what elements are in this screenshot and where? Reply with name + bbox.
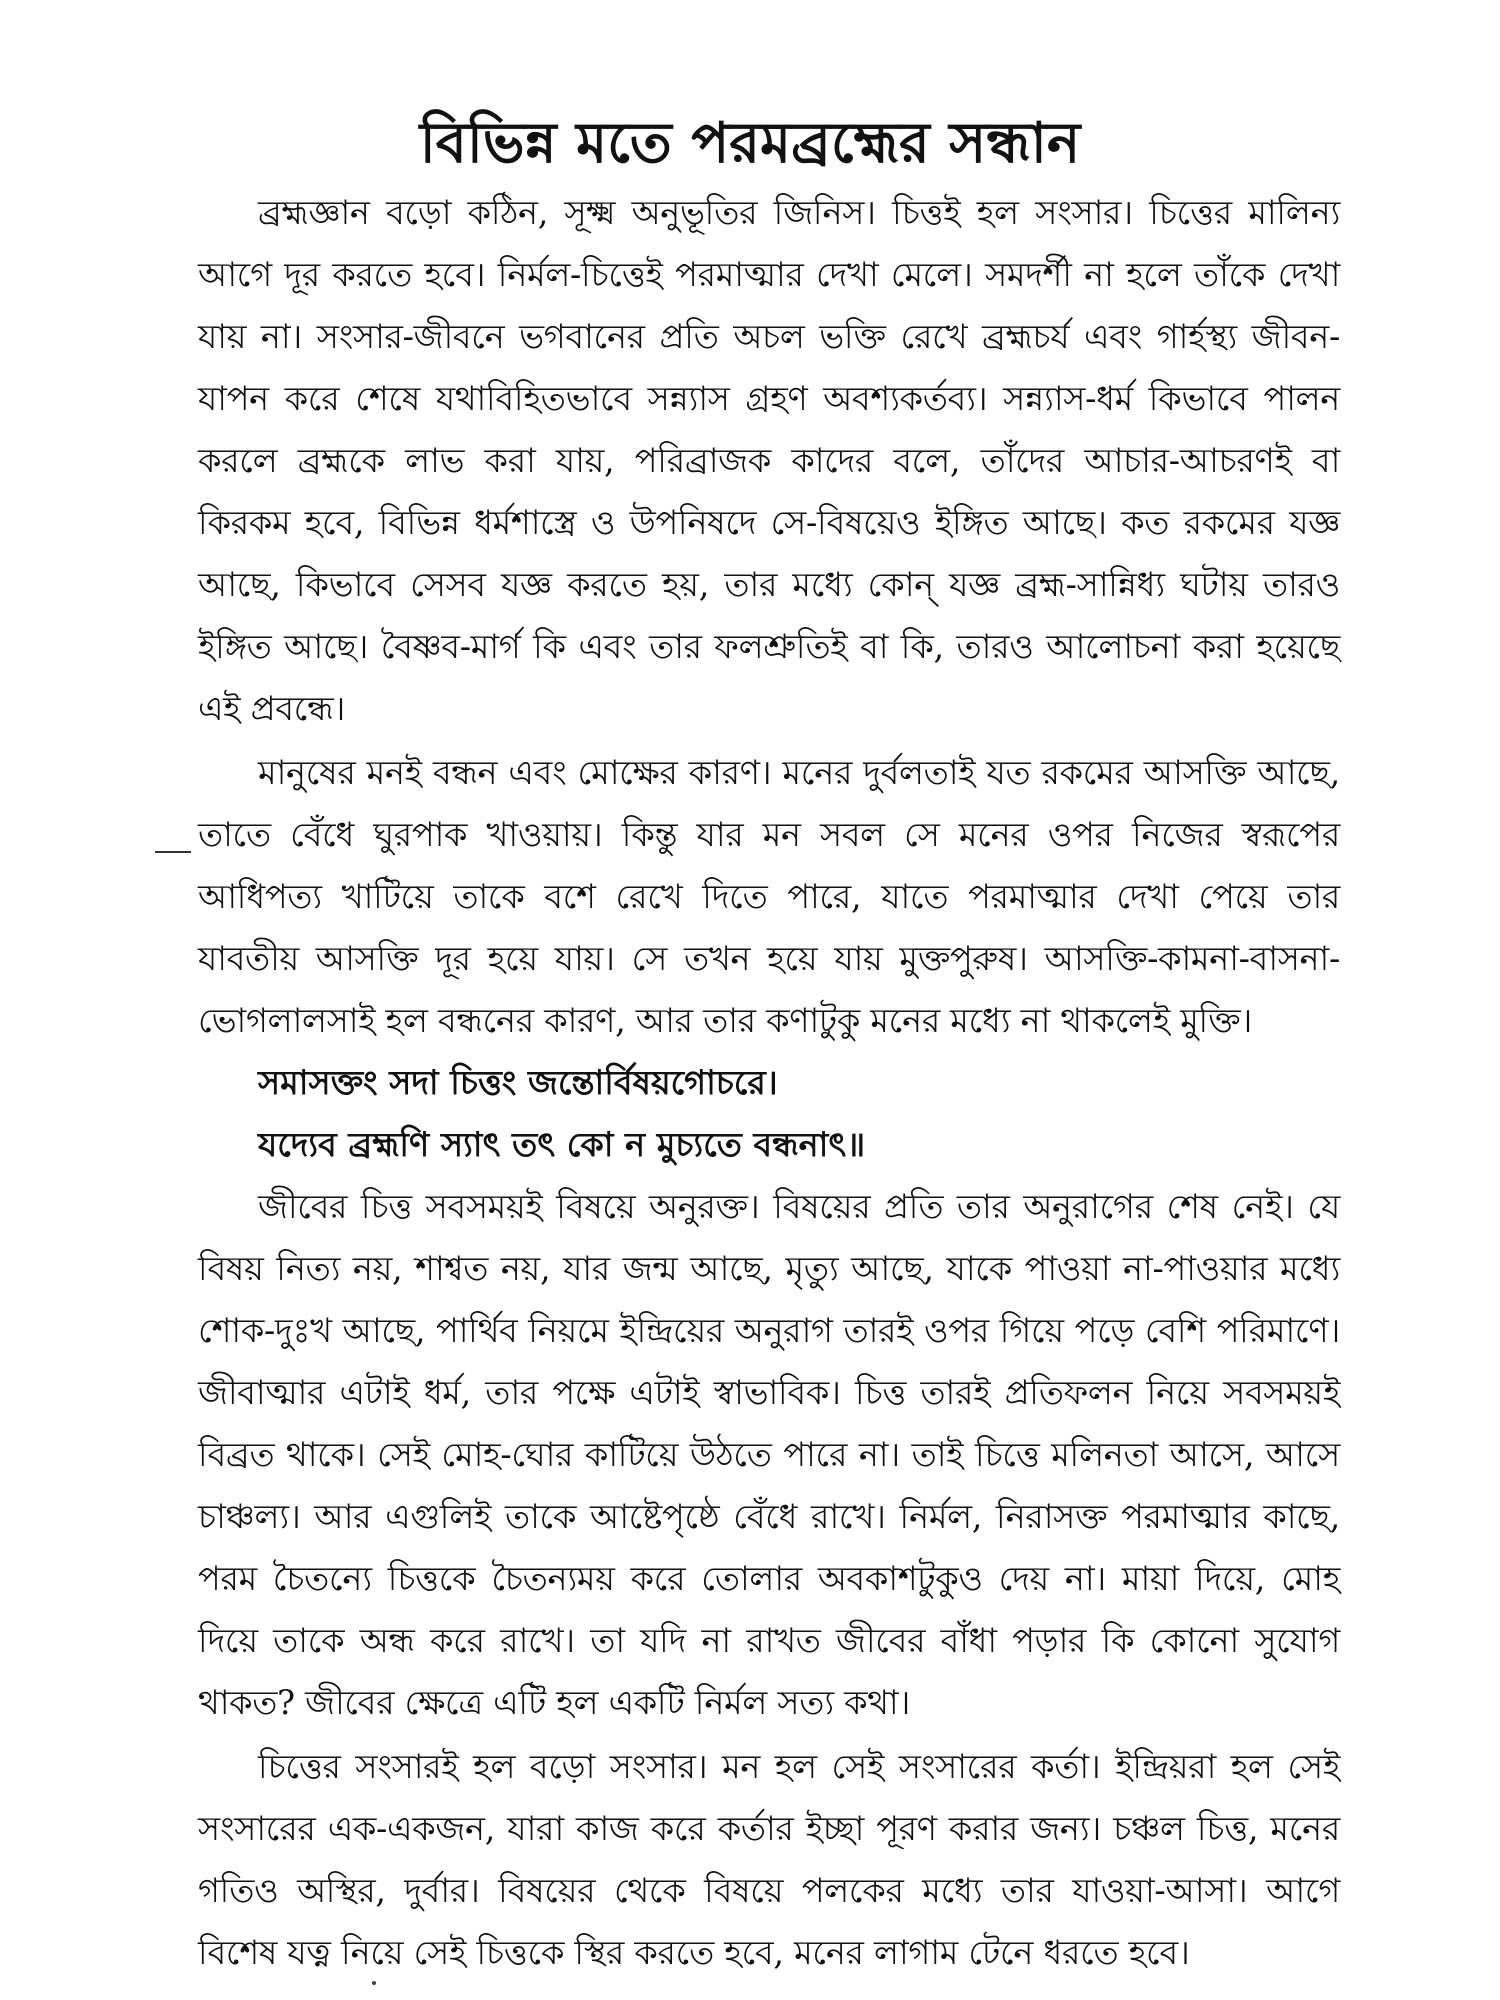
paragraph-1: ব্রহ্মজ্ঞান বড়ো কঠিন, সূক্ষ্ম অনুভূতির জিনিস। চিত্তই হল সংসার। চিত্তের মালিন্য আগে দূর করতে হবে। নির্মল-চিত্তেই পরমাত্মার দেখা মেলে। সমদর্শী না হলে তাঁকে দেখা যায় না। সংসার-জীবনে ভগবানের প্রতি অচল ভক্তি রেখে ব্রহ্মচর্য এবং গার্হস্থ্য জীবন-যাপন করে শেষে যথাবিহিতভাবে সন্ন্যাস গ্রহণ অবশ্যকর্তব্য। সন্ন্যাস-ধর্ম কিভাবে পালন করলে ব্রহ্মকে লাভ করা যায়, পরিব্রাজক কাদের বলে, তাঁদের আচার-আচরণই বা কিরকম হবে, বিভিন্ন ধর্মশাস্ত্রে ও উপনিষদে সে-বিষয়েও ইঙ্গিত আছে। কত রকমের যজ্ঞ আছে, কিভাবে সেসব যজ্ঞ করতে হয়, তার মধ্যে কোন্ যজ্ঞ ব্রহ্ম-সান্নিধ্য ঘটায় তারও ইঙ্গিত আছে। বৈষ্ণব-মার্গ কি এবং তার ফলশ্রুতিই বা কি, তারও আলোচনা করা হয়েছে এই প্রবন্ধে। [198,193,1340,728]
margin-mark [155,851,191,853]
paragraph-4: চিত্তের সংসারই হল বড়ো সংসার। মন হল সেই সংসারের কর্তা। ইন্দ্রিয়রা হল সেই সংসারের এক-একজন, যারা কাজ করে কর্তার ইচ্ছা পূরণ করার জন্য। চঞ্চল চিত্ত, মনের গতিও অস্থির, দুর্বার। বিষয়ের থেকে বিষয়ে পলকের মধ্যে তার যাওয়া-আসা। আগে বিশেষ যত্ন নিয়ে সেই চিত্তকে স্থির করতে হবে, মনের লাগাম টেনে ধরতে হবে। [198,1747,1340,1972]
verse-line-1: সমাসক্তং সদা চিত্তং জন্তোর্বিষয়গোচরে। [258,1063,778,1102]
verse-line-2: যদ্যেব ব্রহ্মণি স্যাৎ তৎ কো ন মুচ্যতে বন্ধনাৎ॥ [258,1125,866,1164]
page-title: বিভিন্ন মতে পরমব্রহ্মের সন্ধান [419,109,1081,176]
stray-dot-mark [372,1981,376,1985]
paragraph-3: জীবের চিত্ত সবসময়ই বিষয়ে অনুরক্ত। বিষয়ের প্রতি তার অনুরাগের শেষ নেই। যে বিষয় নিত্য নয়, শাশ্বত নয়, যার জন্ম আছে, মৃত্যু আছে, যাকে পাওয়া না-পাওয়ার মধ্যে শোক-দুঃখ আছে, পার্থিব নিয়মে ইন্দ্রিয়ের অনুরাগ তারই ওপর গিয়ে পড়ে বেশি পরিমাণে। জীবাত্মার এটাই ধর্ম, তার পক্ষে এটাই স্বাভাবিক। চিত্ত তারই প্রতিফলন নিয়ে সবসময়ই বিব্রত থাকে। সেই মোহ-ঘোর কাটিয়ে উঠতে পারে না। তাই চিত্তে মলিনতা আসে, আসে চাঞ্চল্য। আর এগুলিই তাকে আষ্টেপৃষ্ঠে বেঁধে রাখে। নির্মল, নিরাসক্ত পরমাত্মার কাছে, পরম চৈতন্যে চিত্তকে চৈতন্যময় করে তোলার অবকাশটুকুও দেয় না। মায়া দিয়ে, মোহ দিয়ে তাকে অন্ধ করে রাখে। তা যদি না রাখত জীবের বাঁধা পড়ার কি কোনো সুযোগ থাকত? জীবের ক্ষেত্রে এটি হল একটি নির্মল সত্য কথা। [198,1187,1341,1722]
body-text [198,182,1340,1984]
paragraph-2: মানুষের মনই বন্ধন এবং মোক্ষের কারণ। মনের দুর্বলতাই যত রকমের আসক্তি আছে, তাতে বেঁধে ঘুরপাক খাওয়ায়। কিন্তু যার মন সবল সে মনের ওপর নিজের স্বরূপের আধিপত্য খাটিয়ে তাকে বশে রেখে দিতে পারে, যাতে পরমাত্মার দেখা পেয়ে তার যাবতীয় আসক্তি দূর হয়ে যায়। সে তখন হয়ে যায় মুক্তপুরুষ। আসক্তি-কামনা-বাসনা-ভোগলালসাই হল বন্ধনের কারণ, আর তার কণাটুকু মনের মধ্যে না থাকলেই মুক্তি। [198,753,1340,1040]
